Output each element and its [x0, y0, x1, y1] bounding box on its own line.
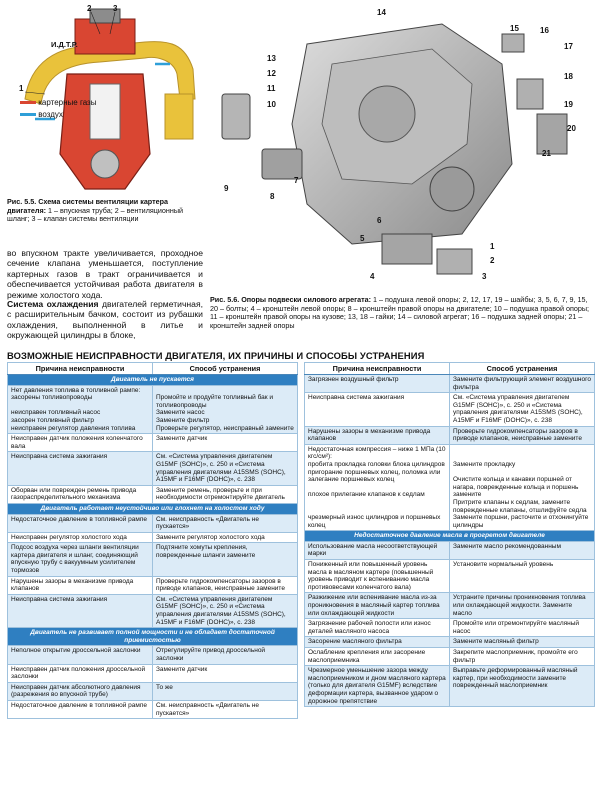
fault-remedy-cell: См. неисправность «Двигатель не пускается»	[153, 700, 298, 718]
callout-10: 10	[267, 100, 276, 109]
fault-remedy-cell: Замените ремень, проверьте и при необходимости отремонтируйте двигатель	[153, 485, 298, 503]
air-arrow-icon	[20, 113, 36, 116]
callout-8: 8	[270, 192, 275, 201]
callout-7: 7	[294, 176, 299, 185]
callout-15: 15	[510, 24, 519, 33]
figure-5-6-caption: Рис. 5.6. Опоры подвески силового агрегата: 1 – подушка левой опоры; 2, 12, 17, 19 – шайбы; 3, 5, 6, 7, 9, 15, 20 – болты; 4 – кронштейн левой опоры; 8 – кронштейн правой опоры на двигателе; 10 – подушка правой опоры; 11 – кронштейн правой опоры на кузове; 13, 18 – гайки; 14 – силовой агрегат; 16 – подушка задней опоры; 21 – кронштейн задней опоры	[210, 295, 590, 330]
legend-air: воздух	[20, 110, 63, 119]
fault-remedy-cell: Замените фильтрующий элемент воздушного фильтра	[450, 375, 595, 393]
fault-remedy-cell: Подтяните хомуты крепления, поврежденные шланги замените	[153, 543, 298, 576]
fault-group-heading	[8, 503, 298, 514]
callout-13: 13	[267, 54, 276, 63]
fault-remedy-cell: Замените датчик	[153, 434, 298, 452]
callout-9: 9	[224, 184, 229, 193]
callout-11: 11	[267, 84, 276, 93]
header-cause: Причина неисправности	[8, 363, 153, 375]
fault-remedy-cell: Замените прокладку Очистите кольца и канавки поршней от нагара, поврежденные кольца и поршень замените Притрите клапаны к седлам, замените поврежденные клапаны, отшлифуйте седла Замените поршни, расточите и отхонингуйте цилиндры	[450, 444, 595, 531]
callout-14: 14	[377, 8, 386, 17]
fault-cause-cell: Загрязнен воздушный фильтр	[305, 375, 450, 393]
table-row	[8, 576, 298, 594]
fault-cause-cell: Засорение масляного фильтра	[305, 637, 450, 648]
callout-17: 17	[564, 42, 573, 51]
callout-18: 18	[564, 72, 573, 81]
table-row	[8, 594, 298, 627]
table-row	[305, 444, 595, 531]
fault-remedy-cell: Замените датчик	[153, 664, 298, 682]
callout-6: 6	[377, 216, 382, 225]
fault-remedy-cell: См. «Система управления двигателем G15MF (SOHC)», с. 250 и «Система управления двигателями A15SMS (SOHC), A15MF и F16MF (DOHC)», с. 238	[450, 393, 595, 426]
fault-cause-cell: Подсос воздуха через шланги вентиляции картера двигателя и шланг, соединяющий впускную трубу с вакуумным усилителем тормозов	[8, 543, 153, 576]
callout-2: 2	[490, 256, 495, 265]
fault-remedy-cell: Замените масло рекомендованным	[450, 541, 595, 559]
fault-group-title: Двигатель не пускается	[8, 375, 298, 386]
table-row	[305, 560, 595, 593]
callout-20: 20	[567, 124, 576, 133]
table-row	[305, 593, 595, 619]
callout-3: 3	[482, 272, 487, 281]
fault-remedy-cell: Промойте и продуйте топливный бак и топливопроводы Замените насос Замените фильтр Проверьте регулятор, неисправный замените	[153, 385, 298, 434]
body-paragraph-2: Система охлаждения двигателей герметичная, с расширительным бачком, состоит из рубашки охлаждения, выполненной в литье и окружающей цилиндры в блоке,	[7, 299, 203, 341]
fault-group-heading	[305, 531, 595, 542]
fault-remedy-cell: Закрепите маслоприемник, промойте его фильтр	[450, 648, 595, 666]
fault-cause-cell: Загрязнение рабочей полости или износ деталей масляного насоса	[305, 619, 450, 637]
callout-16: 16	[540, 26, 549, 35]
callout-3: 3	[113, 4, 118, 13]
fault-cause-cell: Нарушены зазоры в механизме привода клапанов	[305, 426, 450, 444]
engine-mounts-diagram	[212, 4, 594, 289]
fault-remedy-cell: Выправьте деформированный масляный картер, при необходимости замените поврежденный маслоприемник	[450, 666, 595, 707]
fault-remedy-cell: См. «Система управления двигателем G15MF (SOHC)», с. 250 и «Система управления двигателями A15SMS (SOHC), A15MF и F16MF (DOHC)», с. 238	[153, 452, 298, 485]
fault-remedy-cell: Проверьте гидрокомпенсаторы зазоров в приводе клапанов, неисправные замените	[153, 576, 298, 594]
table-row	[8, 543, 298, 576]
fault-remedy-cell: См. «Система управления двигателем G15MF (SOHC)», с. 250 и «Система управления двигателями A15SMS (SOHC), A15MF и F16MF (DOHC)», с. 238	[153, 594, 298, 627]
figure-5-5-caption: Рис. 5.5. Схема системы вентиляции картера двигателя: 1 – впускная труба; 2 – вентиляционный шланг; 3 – клапан системы вентиляции	[7, 197, 184, 224]
callout-4: 4	[370, 272, 375, 281]
fault-cause-cell: Неисправен регулятор холостого хода	[8, 532, 153, 543]
fault-cause-cell: Пониженный или повышенный уровень масла в масляном картере (повышенный уровень приводит к вспениванию масла противовесами коленчатого вала)	[305, 560, 450, 593]
header-remedy: Способ устранения	[450, 363, 595, 375]
idtr-label: И.Д.Т.Р.	[51, 40, 78, 49]
fault-remedy-cell: См. неисправность «Двигатель не пускается»	[153, 514, 298, 532]
callout-5: 5	[360, 234, 365, 243]
callout-19: 19	[564, 100, 573, 109]
fault-cause-cell: Неисправен датчик положения дроссельной заслонки	[8, 664, 153, 682]
fault-group-title: Двигатель работает неустойчиво или глохнет на холостом ходу	[8, 503, 298, 514]
fault-cause-cell: Чрезмерное уменьшение зазора между маслоприемником и дном масляного картера (только для двигателя G15MF) вследствие деформации картера, вызванное ударом о дорожное препятствие	[305, 666, 450, 707]
fault-cause-cell: Неисправна система зажигания	[8, 594, 153, 627]
fault-remedy-cell: Замените масляный фильтр	[450, 637, 595, 648]
fault-remedy-cell: Установите нормальный уровень	[450, 560, 595, 593]
fault-group-title: Двигатель не развивает полной мощности и не обладает достаточной приемистостью	[8, 628, 298, 646]
table-row	[8, 514, 298, 532]
fault-cause-cell: Неисправна система зажигания	[305, 393, 450, 426]
fault-cause-cell: Неполное открытие дроссельной заслонки	[8, 646, 153, 664]
fault-remedy-cell: Проверьте гидрокомпенсаторы зазоров в приводе клапанов, неисправные замените	[450, 426, 595, 444]
fault-cause-cell: Неисправен датчик абсолютного давления (разрежения во впускной трубе)	[8, 682, 153, 700]
table-row	[8, 434, 298, 452]
fault-cause-cell: Разжижение или вспенивание масла из-за проникновения в масляный картер топлива или охлаждающей жидкости	[305, 593, 450, 619]
callout-1: 1	[490, 242, 495, 251]
table-row	[8, 664, 298, 682]
fault-cause-cell: Ослабление крепления или засорение маслоприемника	[305, 648, 450, 666]
table-row	[305, 426, 595, 444]
fault-remedy-cell: Промойте или отремонтируйте масляный насос	[450, 619, 595, 637]
fault-cause-cell: Неисправен датчик положения коленчатого вала	[8, 434, 153, 452]
callout-2: 2	[87, 4, 92, 13]
fault-cause-cell: Оборван или поврежден ремень привода газораспределительного механизма	[8, 485, 153, 503]
callout-12: 12	[267, 69, 276, 78]
table-row	[8, 682, 298, 700]
fault-cause-cell: Неисправна система зажигания	[8, 452, 153, 485]
fault-cause-cell: Недостаточное давление в топливной рампе	[8, 700, 153, 718]
body-heading-cooling: Система охлаждения	[7, 299, 99, 309]
table-row	[305, 666, 595, 707]
table-row	[305, 375, 595, 393]
fault-group-heading	[8, 628, 298, 646]
fault-cause-cell: Нарушены зазоры в механизме привода клапанов	[8, 576, 153, 594]
table-row	[305, 637, 595, 648]
faults-table-left	[7, 362, 298, 719]
table-row	[8, 385, 298, 434]
table-row	[305, 648, 595, 666]
body-paragraph-1: во впускном тракте увеличивается, проходное сечение клапана уменьшается, поступление картерных газов в тракт ограничивается и обеспечивается устойчивая работа двигателя в режиме холостого хода.	[7, 248, 203, 300]
header-cause: Причина неисправности	[305, 363, 450, 375]
table-row	[305, 393, 595, 426]
table-row	[8, 485, 298, 503]
table-row	[305, 619, 595, 637]
section-title: ВОЗМОЖНЫЕ НЕИСПРАВНОСТИ ДВИГАТЕЛЯ, ИХ ПРИЧИНЫ И СПОСОБЫ УСТРАНЕНИЯ	[7, 350, 425, 361]
fault-cause-cell: Недостаточная компрессия – ниже 1 МПа (10 кгс/см²): пробита прокладка головки блока цилиндров пригорание поршневых колец, поломка или залегание поршневых колец плохое прилегание клапанов к седлам чрезмерный износ цилиндров и поршневых колец	[305, 444, 450, 531]
table-row	[8, 452, 298, 485]
faults-table-right	[304, 362, 595, 707]
fault-remedy-cell: Отрегулируйте привод дроссельной заслонки	[153, 646, 298, 664]
callout-21: 21	[542, 149, 551, 158]
fault-cause-cell: Нет давления топлива в топливной рампе: засорены топливопроводы неисправен топливный насос засорен топливный фильтр неисправен регулятор давления топлива	[8, 385, 153, 434]
figure-5-6-illustration	[212, 4, 594, 289]
fault-group-title: Недостаточное давление масла в прогретом двигателе	[305, 531, 595, 542]
fault-cause-cell: Недостаточное давление в топливной рампе	[8, 514, 153, 532]
legend-crankcase-gases: картерные газы	[20, 98, 96, 107]
table-row	[305, 541, 595, 559]
fault-cause-cell: Использование масла несоответствующей марки	[305, 541, 450, 559]
table-row	[8, 646, 298, 664]
fault-remedy-cell: Устраните причины проникновения топлива или охлаждающей жидкости. Замените масло	[450, 593, 595, 619]
fault-remedy-cell: Замените регулятор холостого хода	[153, 532, 298, 543]
table-row	[8, 700, 298, 718]
callout-1: 1	[19, 84, 24, 93]
fault-group-heading	[8, 375, 298, 386]
table-row	[8, 532, 298, 543]
header-remedy: Способ устранения	[153, 363, 298, 375]
crankcase-gas-arrow-icon	[20, 101, 36, 104]
fault-remedy-cell: То же	[153, 682, 298, 700]
